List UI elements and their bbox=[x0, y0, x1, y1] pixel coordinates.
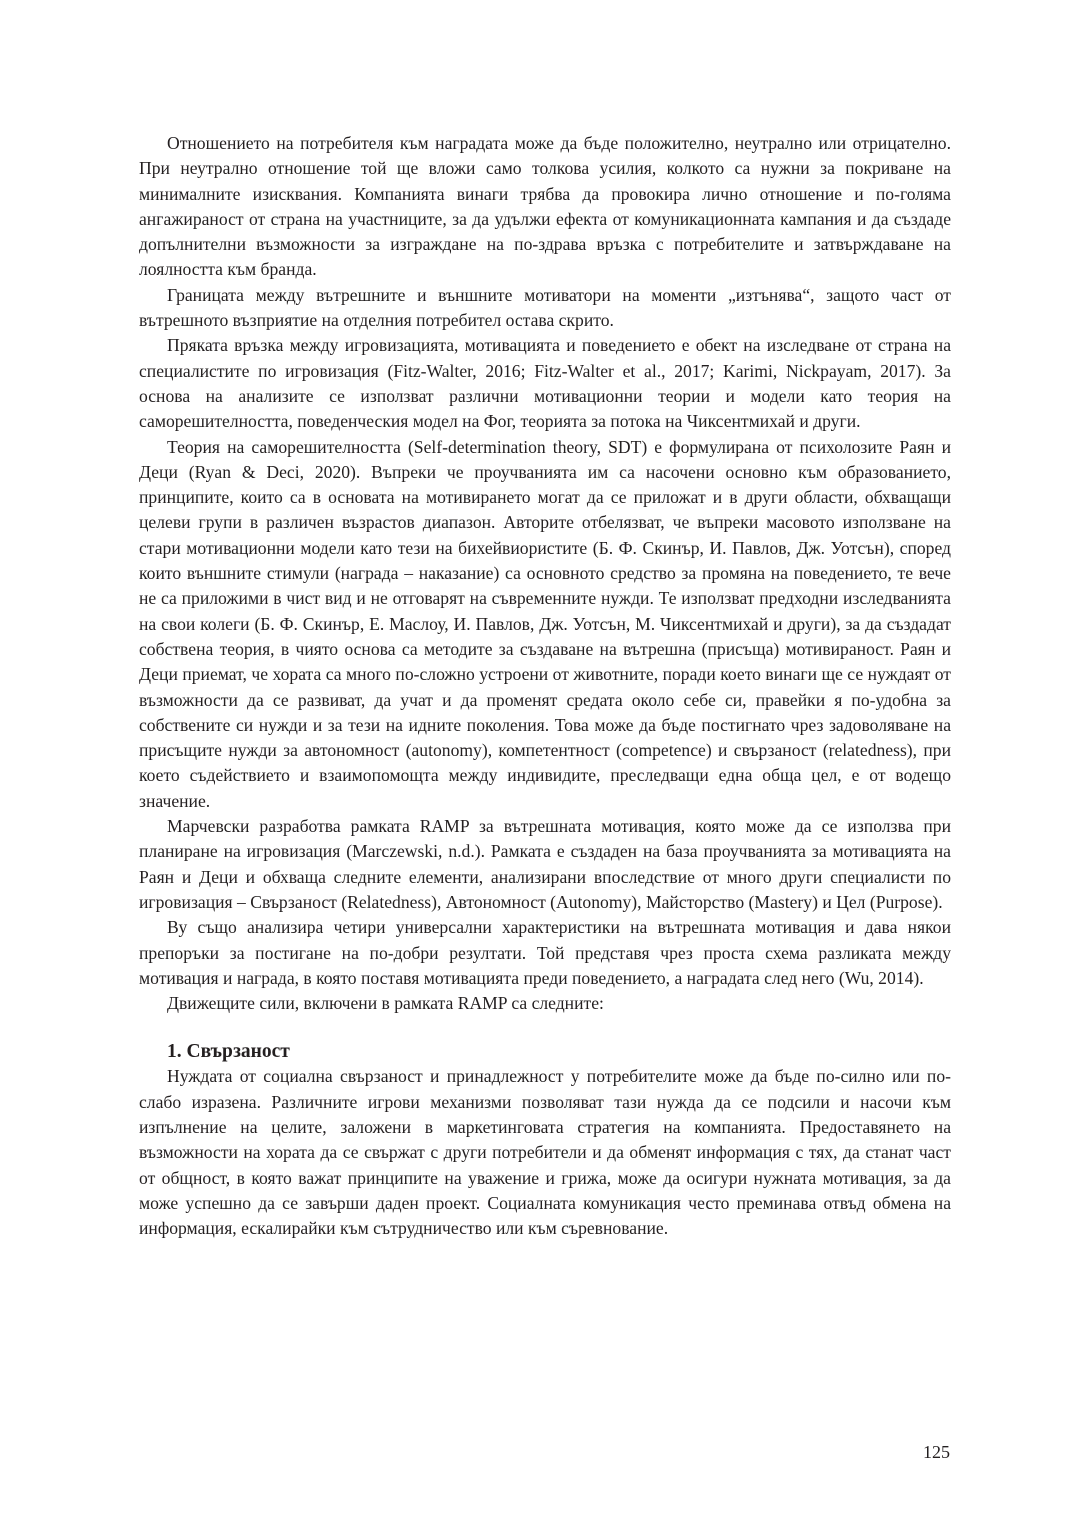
paragraph-self-determination-theory: Теория на саморешителността (Self-determination theory, SDT) е формулирана от психолозите Раян и Деци (Ryan & Deci, 2020). Въпреки че проучванията им са насочени основно към образованието, принципите, които са в основата на мотивирането могат да се приложат и в други области, обхващащи целеви групи в различен възрастов диапазон. Авторите отбелязват, че въпреки масовото използване на стари мотивационни модели като тези на бихейвиористите (Б. Ф. Скинър, И. Павлов, Дж. Уотсън), според които външните стимули (награда – наказание) са основното средство за промяна на поведението, те вече не са приложими в чист вид и не отговарят на съвременните нужди. Те използват предходни изследванията на свои колеги (Б. Ф. Скинър, Е. Маслоу, И. Павлов, Дж. Уотсън, М. Чиксентмихай и други), за да създадат собствена теория, в чиято основа са методите за създаване на вътрешна (присъща) мотивираност. Раян и Деци приемат, че хората са много по-сложно устроени от животните, поради което винаги ще се нуждаят от възможности да се развиват, да учат и да променят средата около себе си, правейки я по-удобна за собствените си нужди и за тези на идните поколения. Това може да бъде постигнато чрез задоволяване на присъщите нужди за автономност (autonomy), компетентност (competence) и свързаност (relatedness), при което съдействието и взаимопомощта между индивидите, преследващи една обща цел, е от водещо значение. bbox=[139, 436, 951, 811]
page-number: 125 bbox=[923, 1442, 950, 1462]
section-heading: 1. Свързаност bbox=[167, 1041, 290, 1063]
paragraph-ramp-framework: Марчевски разработва рамката RAMP за вътрешната мотивация, която може да се използва при планиране на игровизация (Marczewski, n.d.). Рамката е създаден на база проучванията за мотивацията на Раян и Деци и обхваща следните елементи, анализирани впоследствие от много други специалисти по игровизация – Свързаност (Relatedness), Автономност (Autonomy), Майсторство (Mastery) и Цел (Purpose). bbox=[139, 816, 951, 912]
paragraph-motivator-boundary: Границата между вътрешните и външните мотиватори на моменти „изтънява“, защото част от вътрешното възприятие на отделния потребител остава скрито. bbox=[139, 284, 951, 331]
paragraph-gamification-research: Пряката връзка между игровизацията, мотивацията и поведението е обект на изследване от страна на специалистите по игровизация (Fitz-Walter, 2016; Fitz-Walter et al., 2017; Karimi, Nickpayam, 2017). За основа на анализите се използват различни мотивационни теории и модели като теория на саморешителността, поведенческия модел на Фог, теорията за потока на Чиксентмихай и други. bbox=[139, 335, 951, 432]
paragraph-wu-motivation: Ву също анализира четири универсални характеристики на вътрешната мотивация и дава някои препоръки за постигане на по-добри резултати. Той представя чрез проста схема разликата между мотивация и награда, в която поставя мотивацията преди поведението, а наградата след него (Wu, 2014). bbox=[139, 917, 951, 988]
paragraph-reward-attitude: Отношението на потребителя към наградата може да бъде положително, неутрално или отрицателно. При неутрално отношение той ще вложи само толкова усилия, колкото са нужни за покриване на минималните изисквания. Компанията винаги трябва да провокира лично отношение и по-голяма ангажираност от страна на участниците, за да удължи ефекта от комуникационната кампания и да създаде допълнителни възможности за изграждане на по-здрава връзка с потребителите и затвърждаване на лоялността към бранда. bbox=[139, 133, 951, 280]
page-body bbox=[139, 131, 951, 1241]
paragraph-ramp-forces-intro: Движещите сили, включени в рамката RAMP са следните: bbox=[167, 993, 604, 1014]
paragraph-relatedness: Нуждата от социална свързаност и принадлежност у потребителите може да бъде по-силно или по-слабо изразена. Различните игрови механизми позволяват тази нужда да се подсили и насочи към изпълнение на целите, заложени в маркетинговата стратегия на компанията. Предоставянето на възможности на хората да се свържат с други потребители и да обменят информация с тях, да станат част от общност, в която важат принципите на уважение и грижа, може да осигури нужната мотивация, за да може успешно да се завърши даден проект. Социалната комуникация често преминава отвъд обмена на информация, ескалирайки към сътрудничество или към съревнование. bbox=[139, 1066, 951, 1239]
